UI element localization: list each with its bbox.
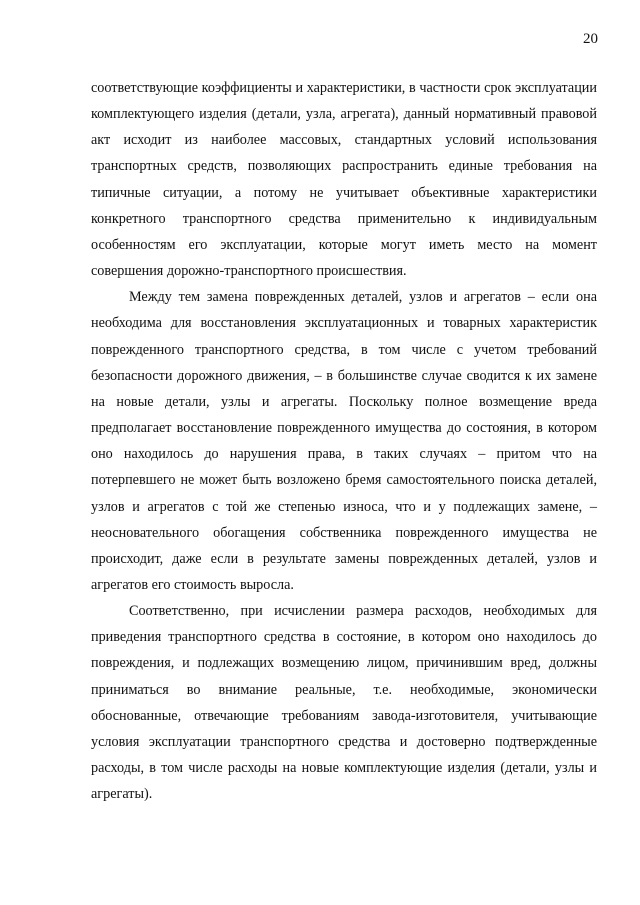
paragraph-replacement-of-parts: Между тем замена поврежденных деталей, узлов и агрегатов – если она необходима для восстановления эксплуатационных и товарных характеристик поврежденного транспортного средства, в том числе с учетом требований безопасности дорожного движения, – в большинстве случае сводится к их замене на новые детали, узлы и агрегаты. Поскольку полное возмещение вреда предполагает восстановление поврежденного имущества до состояния, в котором оно находилось до нарушения права, в таких случаях – притом что на потерпевшего не может быть возложено бремя самостоятельного поиска деталей, узлов и агрегатов с той же степенью износа, что и у подлежащих замене, – неосновательного обогащения собственника поврежденного имущества не происходит, даже если в результате замены поврежденных деталей, узлов и агрегатов его стоимость выросла. (91, 289, 597, 593)
paragraph-expense-calculation: Соответственно, при исчислении размера расходов, необходимых для приведения транспортного средства в состояние, в котором оно находилось до повреждения, и подлежащих возмещению лицом, причинившим вред, должны приниматься во внимание реальные, т.е. необходимые, экономически обоснованные, отвечающие требованиям завода-изготовителя, учитывающие условия эксплуатации транспортного средства и достоверно подтвержденные расходы, в том числе расходы на новые комплектующие изделия (детали, узлы и агрегаты). (91, 603, 597, 803)
page-number: 20 (583, 31, 598, 47)
body-text (91, 75, 597, 807)
paragraph-continuation: соответствующие коэффициенты и характеристики, в частности срок эксплуатации комплектующего изделия (детали, узла, агрегата), данный нормативный правовой акт исходит из наиболее массовых, стандартных условий использования транспортных средств, позволяющих распространить единые требования на типичные ситуации, а потому не учитывает объективные характеристики конкретного транспортного средства применительно к индивидуальным особенностям его эксплуатации, которые могут иметь место на момент совершения дорожно-транспортного происшествия. (91, 80, 597, 280)
